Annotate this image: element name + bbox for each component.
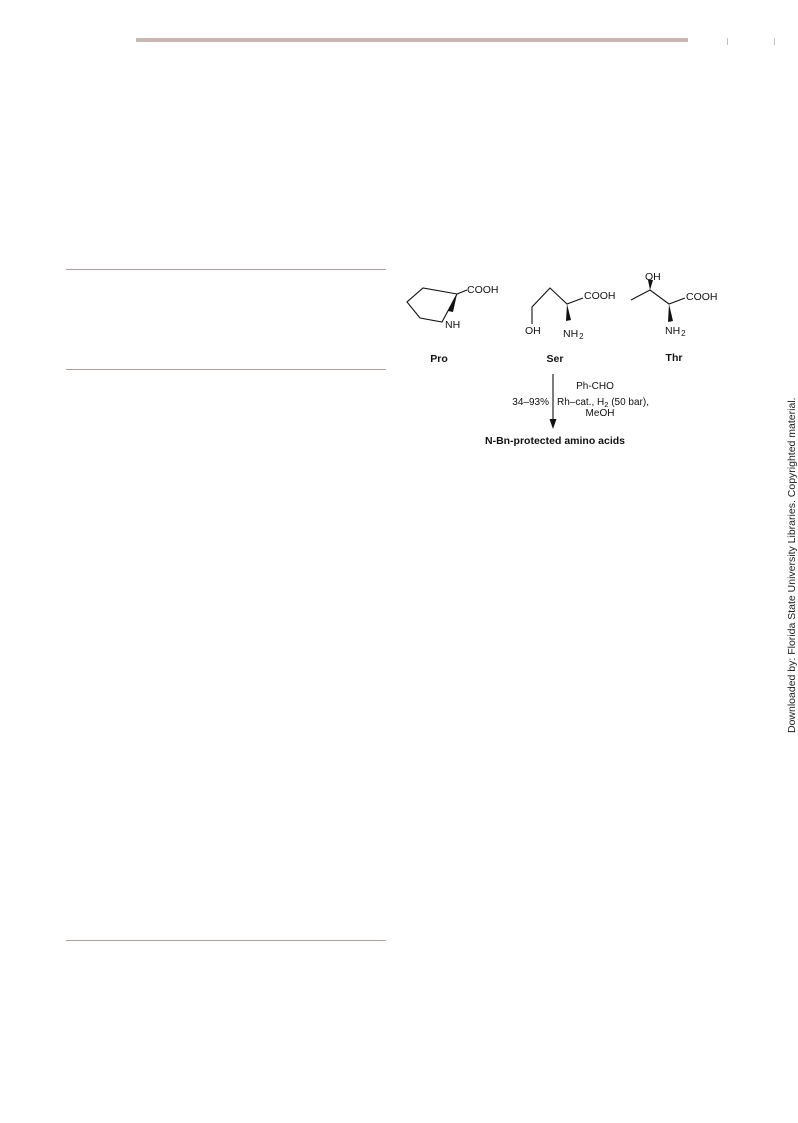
catalyst-label: Rh–cat., $H_2$ (50 bar),: [557, 397, 649, 409]
table-header-rule: [66, 369, 386, 370]
reaction-arrow: [550, 374, 557, 429]
ser-nh-label: NH2: [563, 328, 584, 341]
table-bottom-rule: [66, 940, 386, 941]
thr-oh-label: OH: [645, 271, 661, 283]
arrow-head: [550, 419, 557, 429]
thr-chain: [631, 290, 685, 304]
wedge-bond: [668, 304, 673, 322]
ser-chain: [532, 288, 583, 324]
proline-structure: [407, 284, 499, 365]
reaction-scheme: [395, 262, 735, 452]
crop-mark: [774, 38, 775, 45]
compound-label-ser: Ser: [546, 353, 564, 365]
wedge-bond: [448, 294, 457, 312]
solvent-label: MeOH: [585, 408, 615, 419]
thr-nh-label: NH2: [665, 325, 686, 338]
table-top-rule: [66, 269, 386, 270]
pro-nh-label: NH: [445, 319, 461, 331]
reagent-label: Ph-CHO: [576, 381, 614, 392]
ser-oh-label: OH: [525, 325, 541, 337]
download-watermark: Downloaded by: Florida State University Libraries. Copyrighted material.: [786, 397, 798, 733]
yield-label: 34–93%: [512, 397, 549, 408]
compound-label-thr: Thr: [665, 352, 683, 364]
serine-structure: [525, 288, 616, 365]
pyrrolidine-ring: [407, 288, 457, 322]
compound-label-pro: Pro: [430, 353, 448, 365]
header-rule: [136, 38, 688, 42]
threonine-structure: [631, 271, 718, 364]
thr-cooh-label: COOH: [686, 291, 718, 303]
crop-mark: [727, 38, 728, 45]
wedge-bond: [566, 304, 571, 321]
carboxyl-bond: [457, 290, 467, 294]
product-label: N-Bn-protected amino acids: [484, 435, 626, 447]
pro-cooh-label: COOH: [467, 284, 499, 296]
ser-cooh-label: COOH: [584, 290, 616, 302]
